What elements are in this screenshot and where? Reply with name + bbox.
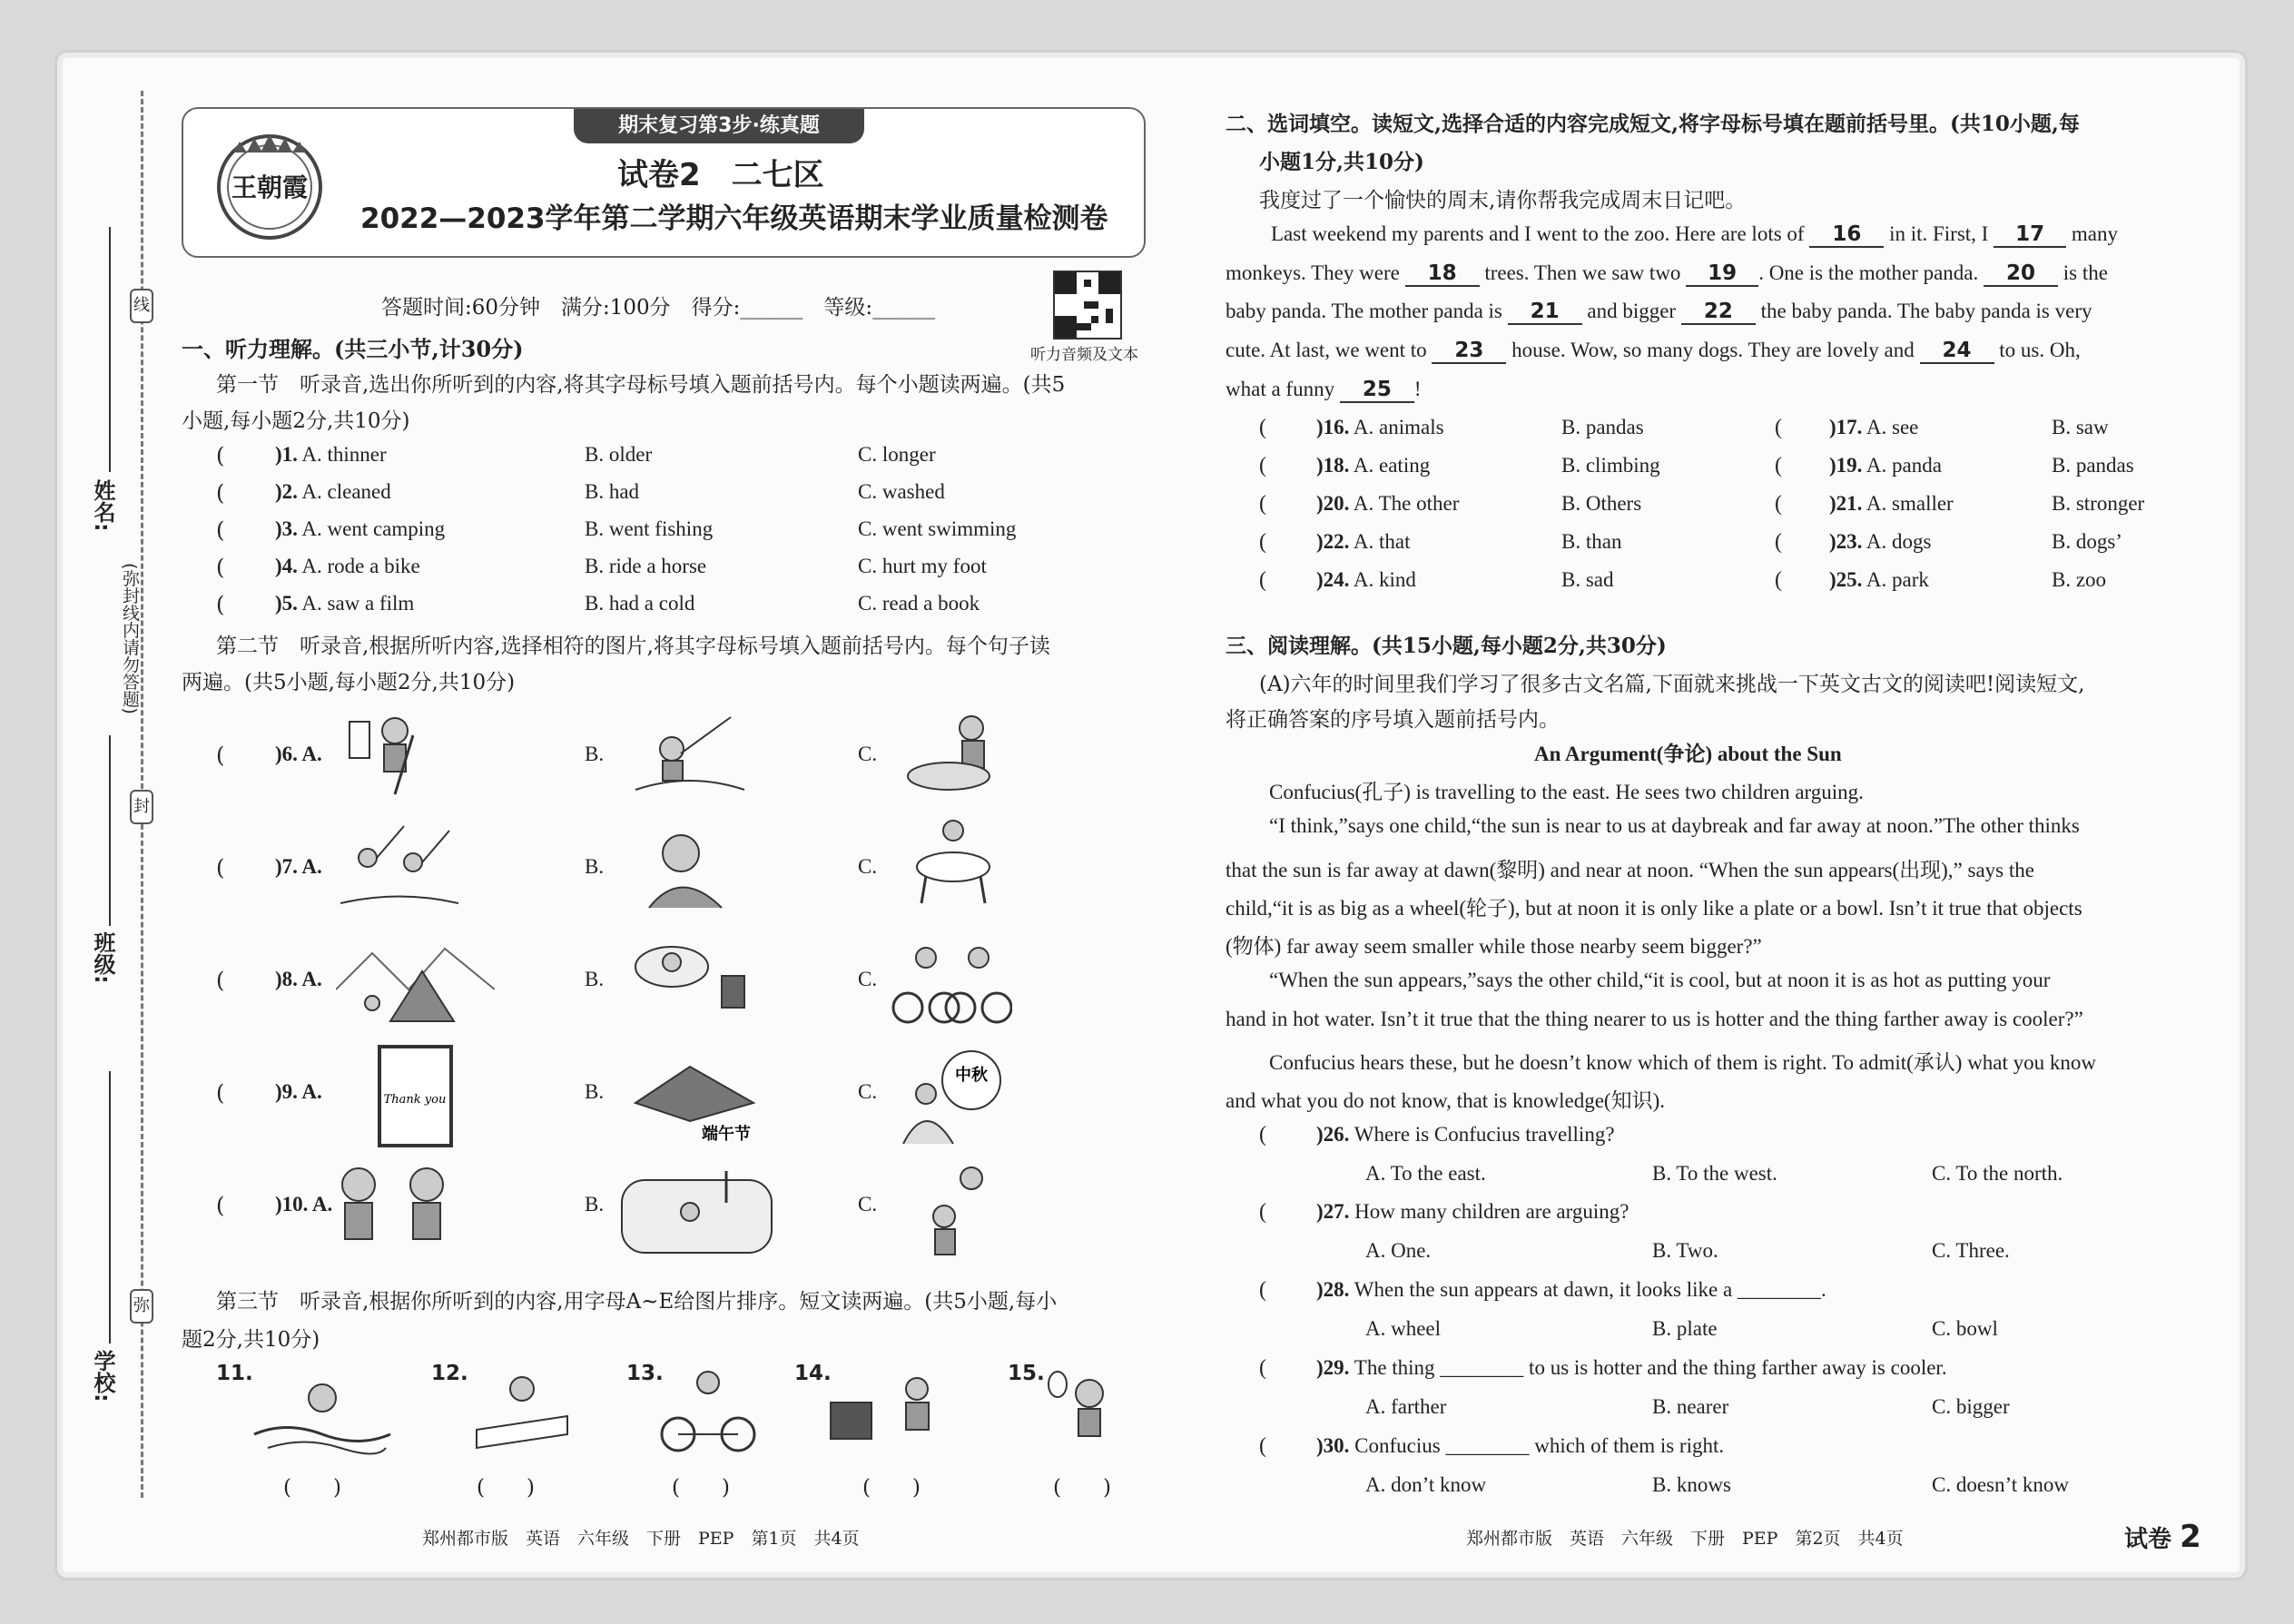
blank-22[interactable]: 22 — [1681, 300, 1756, 325]
blank-23[interactable]: 23 — [1432, 339, 1506, 364]
reading-title: An Argument(争论) about the Sun — [1534, 743, 1842, 765]
exam-header — [182, 107, 1146, 258]
answer-paren[interactable]: ( — [1775, 492, 1782, 516]
answer-paren[interactable]: ( — [1259, 1434, 1266, 1458]
item-number: 15. — [1008, 1362, 1045, 1385]
option-c: C. bigger — [1932, 1395, 2010, 1418]
part1-intro-line1: 第一节 听录音,选出你所听到的内容,将其字母标号填入题前括号内。每个小题读两遍。(共5 — [216, 373, 1066, 397]
question-item — [275, 517, 445, 541]
question-number: )5. — [275, 592, 298, 615]
exam-title: 试卷2 二七区 — [617, 157, 824, 193]
choice-item: )21. A. smaller — [1829, 492, 1954, 515]
kids-cycling-picture — [890, 935, 1012, 1026]
exam-subtitle: 2022—2023学年第二学期六年级英语期末学业质量检测卷 — [360, 202, 1108, 235]
passage-line: cute. At last, we went to 23 house. Wow, so many dogs. They are lovely and 24 to us. Oh, — [1226, 339, 2081, 362]
option-b-label: B. — [585, 1080, 605, 1103]
name-label: 姓名: — [90, 479, 115, 532]
choice-item: )25. A. park — [1829, 568, 1929, 591]
boy-riding-horse-picture — [899, 817, 1017, 908]
choice-item: )20. A. The other — [1316, 492, 1460, 515]
section3-title: 三、阅读理解。(共15小题,每小题2分,共30分) — [1226, 634, 1667, 658]
option-c: C. went swimming — [858, 517, 1017, 540]
option-b-label: B. — [585, 855, 605, 878]
reading-line: (物体) far away seem smaller while those nearby seem bigger?” — [1226, 935, 1762, 958]
boy-fishing-picture — [631, 708, 749, 799]
option-b: B. Two. — [1652, 1239, 1718, 1262]
question-number: )7. A. — [275, 855, 322, 878]
camping-tent-picture — [336, 935, 495, 1026]
section2-line2: 小题1分,共10分) — [1259, 150, 1424, 174]
answer-paren[interactable]: ( — [216, 517, 225, 543]
section2-line1: 二、选词填空。读短文,选择合适的内容完成短文,将字母标号填在题前括号里。(共10小题,每 — [1226, 112, 2080, 136]
moon-text: 中秋 — [955, 1066, 988, 1085]
answer-paren[interactable]: ( — [216, 743, 225, 768]
paper-number: 2 — [2180, 1519, 2201, 1555]
tv-boy-picture — [826, 1366, 944, 1457]
option-b: B. plate — [1652, 1317, 1718, 1340]
option-a: A. rode a bike — [301, 555, 420, 577]
option-a: A. went camping — [301, 517, 446, 540]
boy-washing-picture — [899, 708, 1017, 799]
question-item — [275, 592, 414, 615]
reading-question: )28. When the sun appears at dawn, it looks like a ________. — [1316, 1278, 1826, 1301]
option-c: C. Three. — [1932, 1239, 2010, 1262]
blank-19[interactable]: 19 — [1686, 261, 1758, 287]
qr-code[interactable] — [1053, 271, 1122, 340]
choice-b: B. pandas — [2052, 454, 2134, 477]
question-number: )4. — [275, 555, 298, 577]
option-c: C. hurt my foot — [858, 555, 987, 577]
option-a: A. One. — [1365, 1239, 1432, 1262]
question-item — [275, 555, 420, 578]
item-number: 13. — [626, 1362, 664, 1385]
option-c: C. doesn’t know — [1932, 1473, 2069, 1496]
kids-fishing-picture — [340, 822, 458, 912]
option-c-label: C. — [858, 1193, 878, 1216]
option-c: C. longer — [858, 443, 936, 466]
choice-item: )24. A. kind — [1316, 568, 1416, 591]
reading-line: child,“it is as big as a wheel(轮子), but at noon it is only like a plate or a bowl. Isn’t it true that objects — [1226, 897, 2082, 920]
reading-line: hand in hot water. Isn’t it true that the thing nearer to us is hotter and the thing farther away is cooler?” — [1226, 1008, 2083, 1030]
blank-18[interactable]: 18 — [1405, 261, 1480, 287]
option-b: B. went fishing — [585, 517, 714, 540]
option-a: A. don’t know — [1365, 1473, 1487, 1496]
choice-b: B. Others — [1561, 492, 1642, 515]
option-a: A. To the east. — [1365, 1162, 1486, 1185]
reading-question: )27. How many children are arguing? — [1316, 1200, 1629, 1223]
cycling-boy-picture — [658, 1366, 758, 1457]
answer-paren[interactable]: ( — [1259, 492, 1266, 516]
reading-question: )30. Confucius ________ which of them is right. — [1316, 1434, 1725, 1457]
seal-mark-cut: 弥 — [130, 1289, 153, 1324]
writing-boy-picture — [468, 1366, 576, 1457]
question-number: )3. — [275, 517, 298, 540]
option-a: A. saw a film — [301, 592, 415, 615]
answer-paren[interactable]: ( — [216, 555, 225, 580]
dragon-boat-festival-picture — [626, 1053, 763, 1144]
question-number: )1. — [275, 443, 298, 466]
reading-line: that the sun is far away at dawn(黎明) and near at noon. “When the sun appears(出现),” says the — [1226, 859, 2034, 881]
question-item — [275, 480, 391, 504]
question-number: )9. A. — [275, 1080, 322, 1103]
option-c-label: C. — [858, 1080, 878, 1103]
choice-b: B. stronger — [2052, 492, 2145, 515]
seal-mark-seal: 封 — [130, 790, 153, 824]
question-number: )2. — [275, 480, 298, 503]
option-c-label: C. — [858, 855, 878, 878]
option-b-label: B. — [585, 1193, 605, 1216]
mid-autumn-picture — [885, 1044, 1008, 1148]
thank-you-card-picture — [377, 1044, 454, 1148]
item-answer-paren[interactable]: ( ) — [283, 1476, 341, 1500]
option-a: A. cleaned — [301, 480, 391, 503]
badminton-boy-picture — [1044, 1366, 1135, 1457]
blank-25[interactable]: 25 — [1340, 378, 1414, 403]
item-number: 11. — [216, 1362, 253, 1385]
option-b: B. had — [585, 480, 640, 503]
diary-intro: 我度过了一个愉快的周末,请你帮我完成周末日记吧。 — [1259, 189, 1747, 212]
part1-intro-line2: 小题,每小题2分,共10分) — [182, 409, 410, 433]
choice-b: B. pandas — [1561, 416, 1644, 438]
exam-info: 答题时间:60分钟 满分:100分 得分:______ 等级:______ — [381, 296, 936, 320]
answer-paren[interactable]: ( — [216, 592, 225, 617]
answer-paren[interactable]: ( — [1259, 1278, 1266, 1302]
option-b: B. older — [585, 443, 653, 466]
answer-paren[interactable]: ( — [1775, 416, 1782, 439]
choice-b: B. than — [1561, 530, 1622, 553]
qr-pattern-icon — [1055, 272, 1120, 338]
boy-sweeping-picture — [340, 708, 458, 799]
qr-caption: 听力音频及文本 — [1030, 346, 1138, 364]
option-c-label: C. — [858, 743, 878, 765]
passage-line: baby panda. The mother panda is 21 and bigger 22 the baby panda. The baby panda is very — [1226, 300, 2092, 323]
publisher-logo — [211, 125, 329, 243]
choice-item: )23. A. dogs — [1829, 530, 1932, 553]
logo-text: 王朝霞 — [231, 172, 309, 202]
answer-paren[interactable]: ( — [1259, 1356, 1266, 1380]
swimming-boy-picture — [250, 1371, 395, 1462]
kids-cooking-picture — [917, 1162, 999, 1257]
reading-line: “I think,”says one child,“the sun is near to us at daybreak and far away at noon.”The other thinks — [1269, 814, 2080, 837]
part3-intro-line2: 题2分,共10分) — [182, 1328, 320, 1352]
choice-b: B. zoo — [2052, 568, 2107, 591]
item-number: 14. — [794, 1362, 832, 1385]
answer-paren[interactable]: ( — [1775, 568, 1782, 592]
item-number: 12. — [431, 1362, 468, 1385]
answer-paren[interactable]: ( — [216, 480, 225, 506]
seal-note: (弥封线内请勿答题) — [120, 563, 140, 714]
reading-line: “When the sun appears,”says the other child,“it is cool, but at noon it is as hot as putting your — [1269, 969, 2051, 991]
option-a: A. farther — [1365, 1395, 1447, 1418]
option-c-label: C. — [858, 968, 878, 990]
reading-question: )26. Where is Confucius travelling? — [1316, 1123, 1615, 1146]
blank-17[interactable]: 17 — [1994, 222, 2066, 248]
answer-paren[interactable]: ( — [216, 968, 225, 993]
answer-paren[interactable]: ( — [216, 1080, 225, 1106]
option-c: C. read a book — [858, 592, 980, 615]
blank-20[interactable]: 20 — [1984, 261, 2058, 287]
answer-paren[interactable]: ( — [216, 443, 225, 468]
item-answer-paren[interactable]: ( ) — [862, 1476, 921, 1500]
option-b-label: B. — [585, 968, 605, 990]
option-b: B. To the west. — [1652, 1162, 1777, 1185]
right-footer: 郑州都市版 英语 六年级 下册 PEP 第2页 共4页 — [1466, 1529, 1904, 1549]
two-boys-picture — [313, 1162, 472, 1257]
reading-intro-line1: (A)六年的时间里我们学习了很多古文名篇,下面就来挑战一下英文古文的阅读吧!阅读短文, — [1259, 673, 2085, 696]
choice-item: )18. A. eating — [1316, 454, 1431, 477]
question-item — [275, 443, 387, 467]
passage-line: what a funny 25 ! — [1226, 378, 1422, 401]
choice-b: B. sad — [1561, 568, 1614, 591]
class-label: 班级: — [90, 931, 115, 984]
item-answer-paren[interactable]: ( ) — [477, 1476, 535, 1500]
answer-paren[interactable]: ( — [1259, 416, 1266, 439]
reading-line: Confucius(孔子) is travelling to the east. He sees two children arguing. — [1269, 781, 1864, 803]
swimming-pool-picture — [617, 1166, 776, 1257]
answer-paren[interactable]: ( — [1259, 530, 1266, 554]
option-c: C. washed — [858, 480, 945, 503]
option-c: C. bowl — [1932, 1317, 1998, 1340]
choice-item: )16. A. animals — [1316, 416, 1444, 438]
reading-intro-line2: 将正确答案的序号填入题前括号内。 — [1226, 708, 1560, 732]
answer-paren[interactable]: ( — [1259, 568, 1266, 592]
review-banner: 期末复习第3步·练真题 — [574, 109, 864, 143]
festival-text: 端午节 — [702, 1125, 751, 1144]
option-c: C. To the north. — [1932, 1162, 2063, 1185]
school-label: 学校: — [90, 1350, 115, 1403]
passage-line: monkeys. They were 18 trees. Then we saw two 19 . One is the mother panda. 20 is the — [1226, 261, 2108, 285]
paper-label: 试卷 2 — [2124, 1519, 2201, 1555]
choice-b: B. dogs’ — [2052, 530, 2122, 553]
option-b: B. nearer — [1652, 1395, 1729, 1418]
part2-intro-line1: 第二节 听录音,根据所听内容,选择相符的图片,将其字母标号填入题前括号内。每个句子读 — [216, 635, 1050, 658]
card-text: Thank you — [383, 1093, 447, 1107]
answer-paren[interactable]: ( — [1775, 454, 1782, 477]
reading-question: )29. The thing ________ to us is hotter and the thing farther away is cooler. — [1316, 1356, 1947, 1379]
item-answer-paren[interactable]: ( ) — [1053, 1476, 1111, 1500]
reading-line: Confucius hears these, but he doesn’t know which of them is right. To admit(承认) what you know — [1269, 1051, 2097, 1074]
answer-paren[interactable]: ( — [216, 855, 225, 881]
reading-line: and what you do not know, that is knowledge(知识). — [1226, 1089, 1665, 1112]
answer-paren[interactable]: ( — [1259, 1200, 1266, 1224]
seal-mark-line: 线 — [130, 289, 153, 323]
answer-paren[interactable]: ( — [1259, 1123, 1266, 1147]
question-number: )6. A. — [275, 743, 322, 765]
option-b: B. had a cold — [585, 592, 695, 615]
choice-b: B. saw — [2052, 416, 2109, 438]
question-number: )10. A. — [275, 1193, 333, 1216]
item-answer-paren[interactable]: ( ) — [672, 1476, 730, 1500]
choice-item: )19. A. panda — [1829, 454, 1942, 477]
answer-paren[interactable]: ( — [1259, 454, 1266, 477]
blank-24[interactable]: 24 — [1920, 339, 1994, 364]
class-line — [109, 735, 111, 926]
choice-b: B. climbing — [1561, 454, 1660, 477]
answer-paren[interactable]: ( — [216, 1193, 225, 1218]
option-a: A. thinner — [301, 443, 387, 466]
answer-paren[interactable]: ( — [1775, 530, 1782, 554]
option-b-label: B. — [585, 743, 605, 765]
section1-title: 一、听力理解。(共三小节,计30分) — [182, 336, 524, 362]
boy-sick-picture — [631, 822, 749, 912]
school-line — [109, 1071, 111, 1343]
option-b: B. ride a horse — [585, 555, 707, 577]
blank-16[interactable]: 16 — [1809, 222, 1884, 248]
boy-watching-tv-picture — [631, 935, 749, 1026]
name-line — [109, 227, 111, 472]
option-a: A. wheel — [1365, 1317, 1442, 1340]
part2-intro-line2: 两遍。(共5小题,每小题2分,共10分) — [182, 671, 516, 694]
blank-21[interactable]: 21 — [1508, 300, 1582, 325]
part3-intro-line1: 第三节 听录音,根据你所听到的内容,用字母A~E给图片排序。短文读两遍。(共5小题,每小 — [216, 1290, 1058, 1314]
choice-item: )22. A. that — [1316, 530, 1411, 553]
choice-item: )17. A. see — [1829, 416, 1919, 438]
question-number: )8. A. — [275, 968, 322, 990]
passage-line: Last weekend my parents and I went to the zoo. Here are lots of 16 in it. First, I 17 many — [1271, 222, 2118, 246]
left-footer: 郑州都市版 英语 六年级 下册 PEP 第1页 共4页 — [422, 1529, 860, 1549]
option-b: B. knows — [1652, 1473, 1731, 1496]
